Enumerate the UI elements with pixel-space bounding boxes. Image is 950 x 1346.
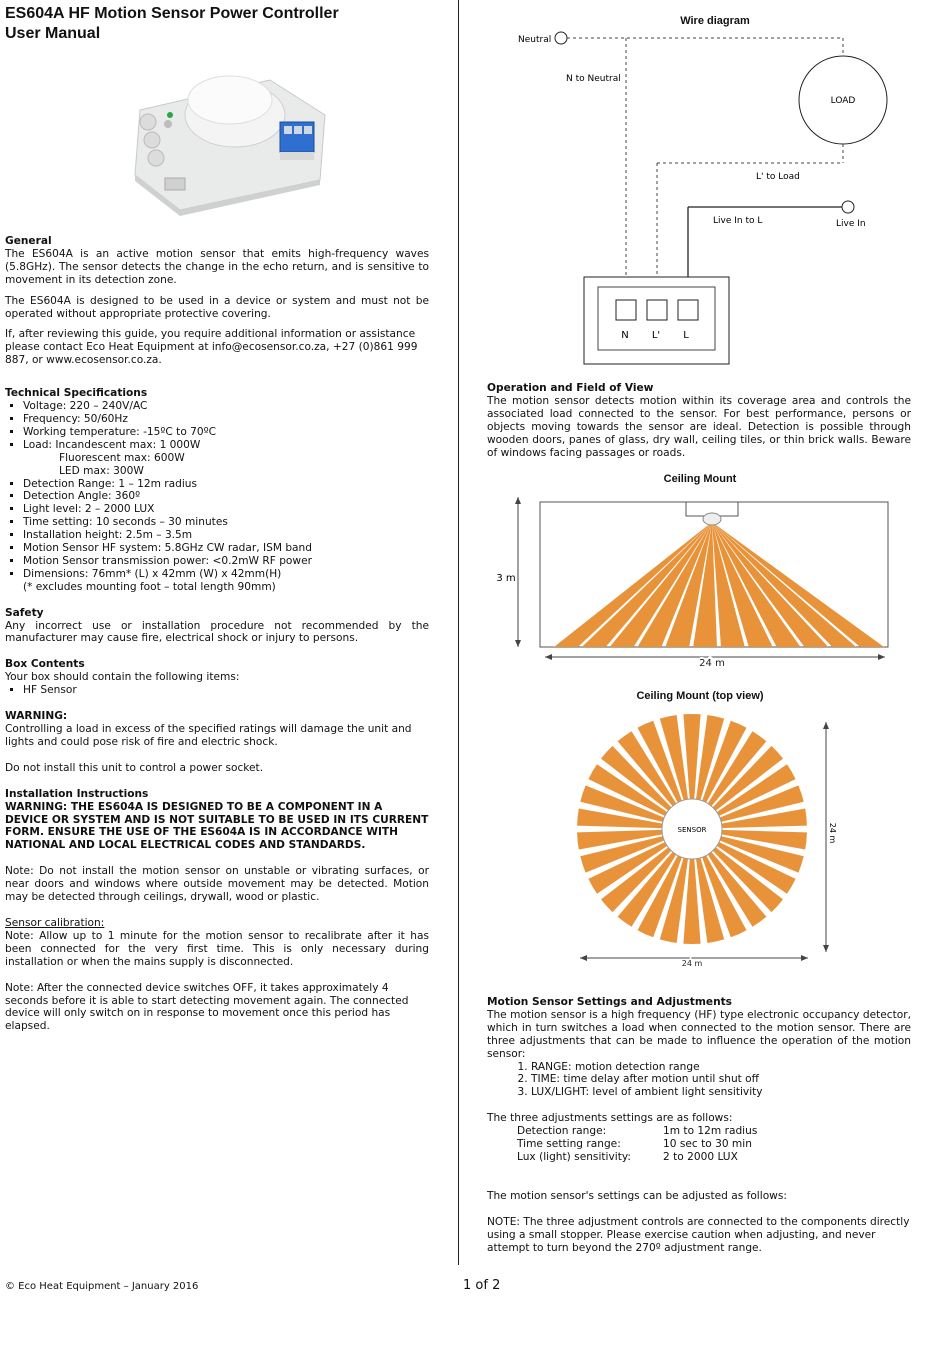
wire-diagram xyxy=(480,25,920,370)
table-row xyxy=(517,1125,757,1138)
terminal-l-label: L xyxy=(683,330,689,341)
warning-paragraph-2: Do not install this unit to control a power socket. xyxy=(5,761,264,774)
top-width-label: 24 m xyxy=(681,959,703,968)
neutral-terminal xyxy=(555,32,567,44)
specs-list-2 xyxy=(5,478,429,581)
live-in-to-l-label: Live In to L xyxy=(713,216,763,226)
settings-intro: The motion sensor is a high frequency (HF) type electronic occupancy detector, which in turn switches a load when connected to the motion sensor. There are three adjustments that can be made to influence the operation of the motion sensor: xyxy=(487,1008,911,1060)
table-row xyxy=(517,1138,757,1151)
spec-item: ▪ Working temperature: -15ºC to 70ºC xyxy=(23,426,429,439)
document-title xyxy=(5,4,339,44)
spec-load-led: LED max: 300W xyxy=(59,464,144,477)
setting-value: 10 sec to 30 min xyxy=(663,1138,752,1151)
settings-table xyxy=(517,1125,757,1164)
left-column xyxy=(5,235,429,1033)
operation-heading: Operation and Field of View xyxy=(487,382,654,394)
general-heading: General xyxy=(5,235,52,247)
spec-item: ▪ Motion Sensor HF system: 5.8GHz CW radar, ISM band xyxy=(23,542,429,555)
top-height-label: 24 m xyxy=(828,822,837,844)
top-view-title: Ceiling Mount (top view) xyxy=(636,690,764,702)
calibration-heading: Sensor calibration: xyxy=(5,916,105,929)
general-paragraph-3: If, after reviewing this guide, you require additional information or assistance please contact Eco Heat Equipment at info@ecosensor.co.za, +27 (0)861 999 887, or www.ecosensor.co.za. xyxy=(5,328,418,367)
terminal-n xyxy=(616,300,636,320)
setting-name: Lux (light) sensitivity: xyxy=(517,1150,631,1163)
warning-paragraph-1: Controlling a load in excess of the specified ratings will damage the unit and lights and could pose risk of fire and electric shock. xyxy=(5,723,412,748)
operation-text: The motion sensor detects motion within its coverage area and controls the associated load connected to the sensor. For best performance, persons or objects moving towards the sensor are ideal. Detection is possible through wooden doors, panes of glass, dry wall, ceiling tiles, or thin brick walls. Beware of windows facing passages or roads. xyxy=(487,394,911,459)
spec-load-fluorescent: Fluorescent max: 600W xyxy=(59,451,185,464)
box-list xyxy=(5,684,429,697)
l-to-load-label: L' to Load xyxy=(756,172,800,182)
terminal-n-label: N xyxy=(621,330,629,341)
title-line-1: ES604A HF Motion Sensor Power Controller xyxy=(5,5,339,22)
terminal-l-prime xyxy=(647,300,667,320)
product-image xyxy=(120,60,340,220)
settings-heading: Motion Sensor Settings and Adjustments xyxy=(487,996,732,1008)
settings-section xyxy=(487,996,911,1255)
setting-name: Time setting range: xyxy=(517,1138,621,1151)
table-row xyxy=(517,1151,757,1164)
calibration-paragraph-2: Note: After the connected device switches OFF, it takes approximately 4 seconds before it is able to start detecting movement again. The connected device will only switch on in response to movement once this period has elapsed. xyxy=(5,981,409,1033)
adjustment-item: 2. TIME: time delay after motion until shut off xyxy=(531,1073,911,1086)
install-heading: Installation Instructions xyxy=(5,787,149,800)
setting-name: Detection range: xyxy=(517,1125,607,1138)
spec-item: ▪ Detection Angle: 360º xyxy=(23,490,429,503)
spec-item: ▪ Light level: 2 – 2000 LUX xyxy=(23,503,429,516)
width-label: 24 m xyxy=(699,658,725,669)
title-line-2: User Manual xyxy=(5,25,101,42)
footer-copyright: © Eco Heat Equipment – January 2016 xyxy=(5,1281,199,1292)
box-text: Your box should contain the following items: xyxy=(5,671,240,684)
height-label: 3 m xyxy=(496,573,516,584)
settings-note: NOTE: The three adjustment controls are connected to the components directly using a small stopper. Please exercise caution when adjusting, and never attempt to turn beyond the 270º adjustment range. xyxy=(487,1215,910,1254)
install-warning: WARNING: THE ES604A IS DESIGNED TO BE A COMPONENT IN A DEVICE OR SYSTEM AND IS NOT SUITABLE TO BE USED IN ITS CURRENT FORM. ENSURE THE USE OF THE ES604A IS IN ACCORDANCE WITH NATIONAL AND LOCAL ELECTRICAL CODES AND STANDARDS. xyxy=(5,800,429,852)
ceiling-top-diagram xyxy=(560,700,850,975)
neutral-label: Neutral xyxy=(518,35,552,45)
ceiling-mount-title: Ceiling Mount xyxy=(663,473,737,485)
wire-diagram-title: Wire diagram xyxy=(680,15,750,27)
install-note: Note: Do not install the motion sensor on unstable or vibrating surfaces, or near doors and windows where outside movement may be detected. Motion may be detected through ceilings, drywall, wood or plastic. xyxy=(5,865,429,904)
live-in-label: Live In xyxy=(836,219,866,229)
column-divider xyxy=(458,0,459,1265)
spec-item: ▪ Voltage: 220 – 240V/AC xyxy=(23,400,429,413)
warning-heading: WARNING: xyxy=(5,710,68,723)
n-to-neutral-label: N to Neutral xyxy=(566,74,621,84)
box-heading: Box Contents xyxy=(5,658,85,671)
terminal-l xyxy=(678,300,698,320)
specs-heading: Technical Specifications xyxy=(5,387,148,400)
safety-text: Any incorrect use or installation procedure not recommended by the manufacturer may cause fire, electrical shock or injury to persons. xyxy=(5,619,429,645)
spec-item: ▪ Load: Incandescent max: 1 000W xyxy=(23,439,429,452)
adjustments-list xyxy=(487,1061,911,1100)
general-paragraph-1: The ES604A is an active motion sensor that emits high-frequency waves (5.8GHz). The sensor detects the change in the echo return, and is sensitive to movement in its detection zone. xyxy=(5,247,429,286)
load-label: LOAD xyxy=(830,96,856,106)
sensor-dome xyxy=(703,513,721,525)
adjust-text: The motion sensor's settings can be adjusted as follows: xyxy=(487,1189,787,1202)
spec-item: ▪ Frequency: 50/60Hz xyxy=(23,413,429,426)
spec-item: ▪ Installation height: 2.5m – 3.5m xyxy=(23,529,429,542)
spec-dimension-note: (* excludes mounting foot – total length 90mm) xyxy=(23,580,276,593)
adjustment-item: 3. LUX/LIGHT: level of ambient light sensitivity xyxy=(531,1086,911,1099)
spec-item: ▪ Time setting: 10 seconds – 30 minutes xyxy=(23,516,429,529)
spec-item: ▪ Detection Range: 1 – 12m radius xyxy=(23,478,429,491)
safety-heading: Safety xyxy=(5,606,44,619)
spec-item: ▪ Dimensions: 76mm* (L) x 42mm (W) x 42mm(H) xyxy=(23,568,429,581)
adjustment-item: 1. RANGE: motion detection range xyxy=(531,1061,911,1074)
page-number: 1 of 2 xyxy=(463,1278,501,1293)
sensor-label: SENSOR xyxy=(677,826,707,834)
box-item: ▪ HF Sensor xyxy=(23,684,429,697)
terminal-l-prime-label: L' xyxy=(651,330,661,341)
setting-value: 2 to 2000 LUX xyxy=(663,1150,738,1163)
general-paragraph-2: The ES604A is designed to be used in a device or system and must not be operated without appropriate protective covering. xyxy=(5,294,429,320)
three-settings-text: The three adjustments settings are as follows: xyxy=(487,1112,733,1125)
ceiling-side-diagram xyxy=(490,492,910,672)
operation-section xyxy=(487,382,911,459)
spec-item: ▪ Motion Sensor transmission power: <0.2mW RF power xyxy=(23,555,429,568)
calibration-paragraph-1: Note: Allow up to 1 minute for the motion sensor to recalibrate after it has been connected for the very first time. This is only necessary during installation or when the mains supply is disconnected. xyxy=(5,929,429,968)
live-in-terminal xyxy=(842,201,854,213)
setting-value: 1m to 12m radius xyxy=(663,1125,758,1138)
specs-list xyxy=(5,400,429,452)
